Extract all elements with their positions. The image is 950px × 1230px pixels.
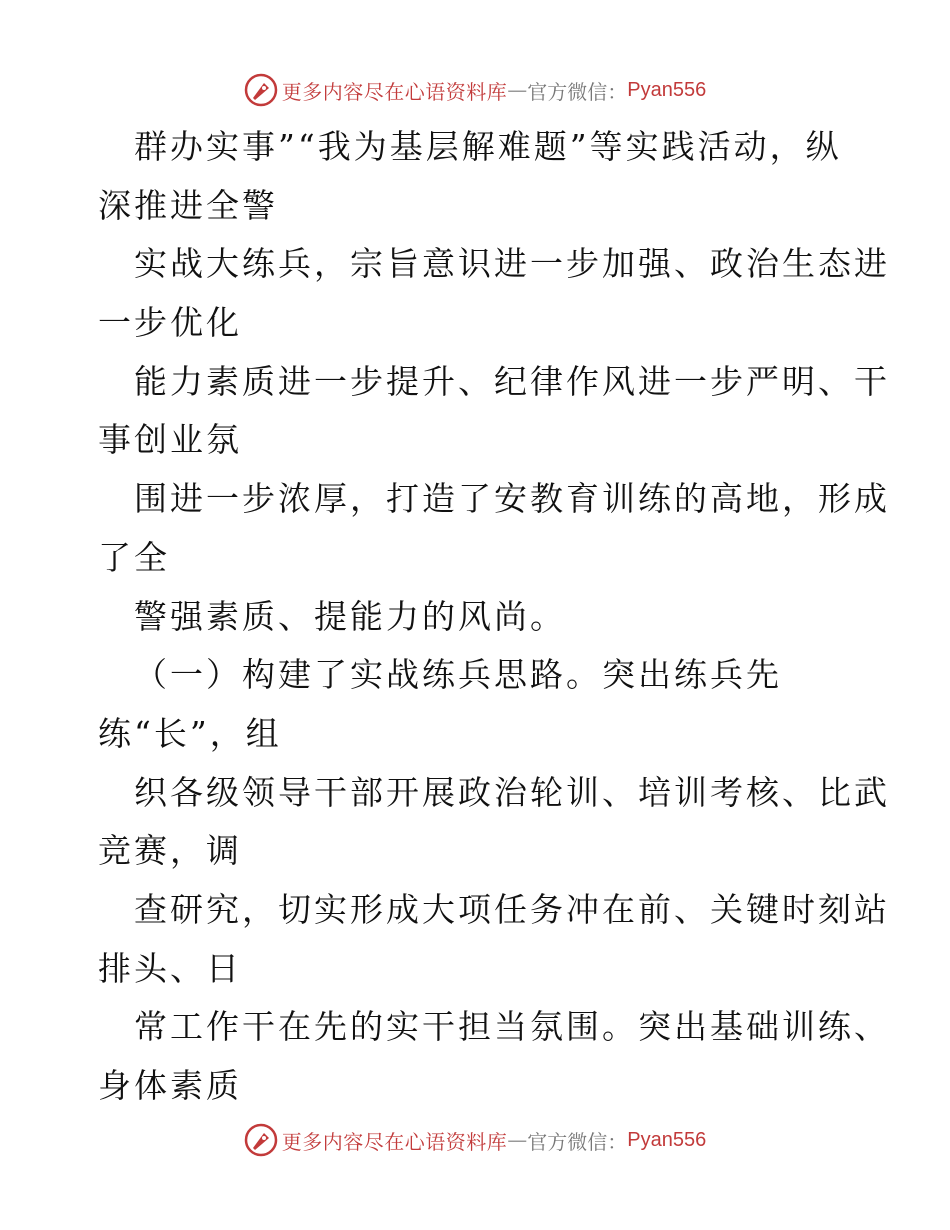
pen-nib-logo-icon: [244, 73, 278, 107]
text-line: 警强素质、提能力的风尚。: [134, 596, 566, 636]
banner-site-text: 更多内容尽在心语资料库: [281, 1129, 508, 1154]
text-line: 事创业氛: [98, 420, 242, 460]
text-line: 练“长”，组: [98, 713, 282, 753]
text-line: 深推进全警: [98, 185, 278, 225]
header-banner: [0, 70, 950, 110]
text-line: 群办实事”“我为基层解难题”等实践活动，纵: [134, 127, 842, 166]
text-line: 了全: [98, 537, 170, 577]
text-line: 竞赛，调: [98, 831, 242, 871]
document-body: [98, 118, 890, 1116]
banner-site-text: 更多内容尽在心语资料库: [281, 79, 508, 104]
text-line: 查研究，切实形成大项任务冲在前、关键时刻站: [134, 889, 890, 929]
banner-separator: —: [507, 1128, 528, 1152]
text-line: 一步优化: [98, 303, 242, 343]
pen-nib-logo-icon: [244, 1123, 278, 1157]
text-line: （一）构建了实战练兵思路。突出练兵先: [134, 655, 782, 695]
banner-separator: —: [507, 78, 528, 102]
text-line: 围进一步浓厚，打造了安教育训练的高地，形成: [134, 479, 890, 519]
text-line: 常工作干在先的实干担当氛围。突出基础训练、: [134, 1007, 890, 1047]
text-line: 身体素质: [98, 1066, 242, 1105]
text-line: 排头、日: [98, 948, 242, 988]
footer-banner: [0, 1120, 950, 1160]
banner-wechat-id: Pyan556: [627, 1128, 707, 1151]
banner-wechat-id: Pyan556: [627, 78, 707, 101]
banner-wechat-label: 官方微信：: [527, 79, 628, 104]
text-line: 织各级领导干部开展政治轮训、培训考核、比武: [134, 772, 890, 812]
text-line: 能力素质进一步提升、纪律作风进一步严明、干: [134, 361, 890, 401]
banner-wechat-label: 官方微信：: [527, 1129, 628, 1154]
text-line: 实战大练兵，宗旨意识进一步加强、政治生态进: [134, 244, 890, 284]
